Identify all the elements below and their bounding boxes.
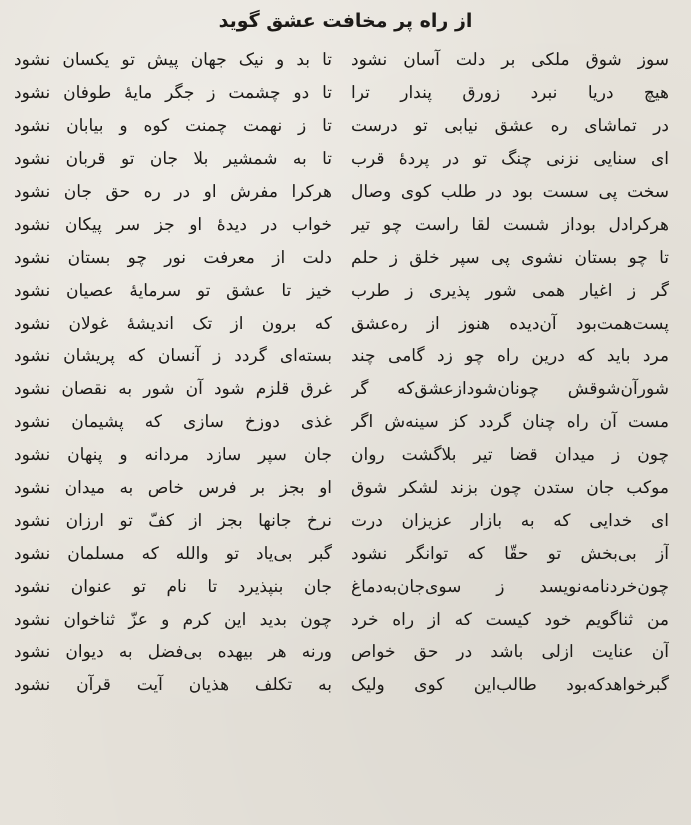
poem-body <box>0 44 691 702</box>
couplet <box>0 274 691 307</box>
couplet <box>0 176 691 209</box>
first-hemistich: گر ز اغیار همی شور پذیری ز طرب <box>351 280 669 301</box>
first-hemistich: در تماشای ره عشق نیابی تو درست <box>351 116 669 137</box>
couplet <box>0 307 691 340</box>
couplet <box>0 504 691 537</box>
second-hemistich: غذی دوزخ سازی که پشیمان نشود <box>14 412 332 433</box>
first-hemistich: چون‌خردنامه‌نویسد ز سوی‌جان‌به‌دماغ <box>351 576 669 597</box>
couplet <box>0 241 691 274</box>
first-hemistich: هیچ دریا نبرد زورق پندار ترا <box>351 83 669 104</box>
first-hemistich: هرکرادل بوداز شست لقا راست چو تیر <box>351 214 669 235</box>
couplet <box>0 439 691 472</box>
second-hemistich: جان سپر سازد مردانه و پنهان نشود <box>14 445 332 466</box>
first-hemistich: چون ز میدان قضا تیر بلاگشت روان <box>351 445 669 466</box>
second-hemistich: تا دو چشمت ز جگر مایهٔ طوفان نشود <box>14 83 332 104</box>
second-hemistich: تا ز نهمت چمنت کوه و بیابان نشود <box>14 116 332 137</box>
couplet <box>0 340 691 373</box>
second-hemistich: چون بدید این کرم و عزّ ثناخوان نشود <box>14 609 332 630</box>
couplet <box>0 669 691 702</box>
second-hemistich: او بجز بر فرس خاص به میدان نشود <box>14 478 332 499</box>
couplet <box>0 373 691 406</box>
couplet <box>0 472 691 505</box>
first-hemistich: آز بی‌بخش تو حقّا که توانگر نشود <box>351 543 669 564</box>
couplet <box>0 110 691 143</box>
second-hemistich: هرکرا مفرش او در ره حق جان نشود <box>14 182 332 202</box>
first-hemistich: ای خدایی که به بازار عزیزان درت <box>351 510 669 531</box>
second-hemistich: ورنه هر بیهده بی‌فضل به دیوان نشود <box>14 642 332 663</box>
first-hemistich: آن عنایت ازلی باشد در حق خواص <box>351 642 669 663</box>
couplet <box>0 208 691 241</box>
second-hemistich: گبر بی‌یاد تو والله که مسلمان نشود <box>14 543 332 564</box>
first-hemistich: من ثناگویم خود کیست که از راه خرد <box>351 609 669 630</box>
first-hemistich: گبرخواهدکه‌بود طالب‌این کوی ولیک <box>351 675 669 696</box>
couplet <box>0 537 691 570</box>
second-hemistich: بسته‌ای گردد ز آنسان که پریشان نشود <box>14 346 332 367</box>
first-hemistich: شورآن‌شوقش چونان‌شودازعشق‌که گر <box>351 379 669 400</box>
first-hemistich: سخت پی سست بود در طلب کوی وصال <box>351 182 669 202</box>
second-hemistich: تا بد و نیک جهان پیش تو یکسان نشود <box>14 50 332 71</box>
first-hemistich: ای سنایی نزنی چنگ تو در پردهٔ قرب <box>351 149 669 170</box>
second-hemistich: غرق قلزم شود آن شور به نقصان نشود <box>14 379 332 400</box>
second-hemistich: به تکلف هذیان آیت قرآن نشود <box>14 675 332 696</box>
first-hemistich: سوز شوق ملکی بر دلت آسان نشود <box>351 50 669 71</box>
second-hemistich: که برون از تک اندیشهٔ غولان نشود <box>14 313 332 334</box>
couplet <box>0 406 691 439</box>
second-hemistich: جان بنپذیرد تا نام تو عنوان نشود <box>14 576 332 597</box>
couplet <box>0 636 691 669</box>
couplet <box>0 77 691 110</box>
couplet <box>0 44 691 77</box>
second-hemistich: تا به شمشیر بلا جان تو قربان نشود <box>14 149 332 170</box>
second-hemistich: خواب در دیدهٔ او جز سر پیکان نشود <box>14 214 332 235</box>
first-hemistich: موکب جان ستدن چون بزند لشکر شوق <box>351 478 669 499</box>
couplet <box>0 570 691 603</box>
second-hemistich: دلت از معرفت نور چو بستان نشود <box>14 247 332 268</box>
poem-title: از راه پر مخافت عشق گوید <box>218 10 473 32</box>
second-hemistich: نرخ جانها بجز از کفّ تو ارزان نشود <box>14 510 332 531</box>
first-hemistich: مرد باید که درین راه چو زد گامی چند <box>351 346 669 367</box>
first-hemistich: مست آن راه چنان گردد کز سینه‌ش اگر <box>351 412 669 433</box>
couplet <box>0 143 691 176</box>
first-hemistich: تا چو بستان نشوی پی سپر خلق ز حلم <box>351 247 669 268</box>
couplet <box>0 603 691 636</box>
first-hemistich: پست‌همت‌بود آن‌دیده هنوز از ره‌عشق <box>351 313 669 334</box>
second-hemistich: خیز تا عشق تو سرمایهٔ عصیان نشود <box>14 280 332 301</box>
